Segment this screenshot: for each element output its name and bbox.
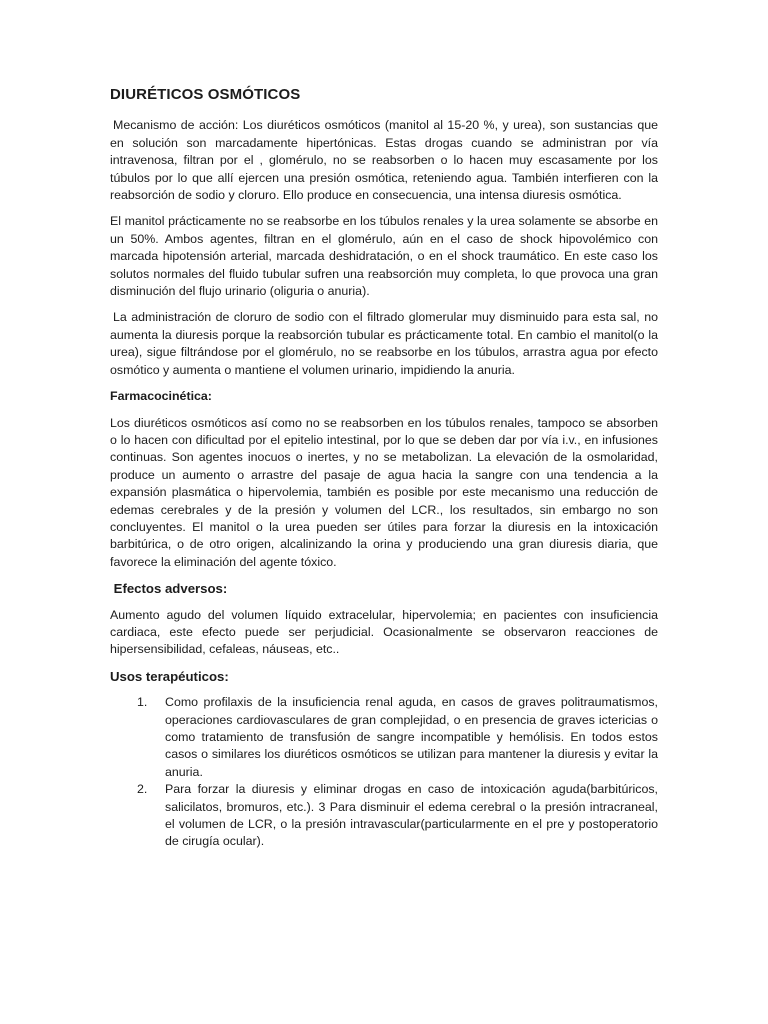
heading-usos-terapeuticos: Usos terapéuticos: <box>110 668 229 684</box>
paragraph-administracion: La administración de cloruro de sodio con el filtrado glomerular muy disminuido para esta sal, no aumenta la diuresis porque la reabsorción tubular es prácticamente total. En cambio el manitol(o la urea), sigue filtrándose por el glomérulo, no se reabsorbe en los túbulos, arrastra agua por efecto osmótico y aumenta o mantiene el volumen urinario, impidiendo la anuria. <box>110 310 658 377</box>
heading-farmacocinetica: Farmacocinética: <box>110 389 212 404</box>
document-title: DIURÉTICOS OSMÓTICOS <box>110 86 301 103</box>
list-item <box>110 781 658 851</box>
paragraph-farmacocinetica: Los diuréticos osmóticos así como no se reabsorben en los túbulos renales, tampoco se absorben o lo hacen con dificultad por el epitelio intestinal, por lo que se deben dar por vía i.v., en infusiones continuas. Son agentes inocuos o inertes, y no se metabolizan. La elevación de la osmolaridad, produce un aumento o arrastre del pasaje de agua hacia la sangre con una tendencia a la expansión plasmática o hipervolemia, también es posible por este mecanismo una reducción de edemas cerebrales y de la presión y volumen del LCR., los resultados, sin embargo no son concluyentes. El manitol o la urea pueden ser útiles para forzar la diuresis en la intoxicación barbitúrica, o de otro origen, alcalinizando la orina y produciendo una gran diuresis diaria, que favorece la eliminación del agente tóxico. <box>110 415 658 569</box>
paragraph-efectos-adversos: Aumento agudo del volumen líquido extracelular, hipervolemia; en pacientes con insuficiencia cardiaca, este efecto puede ser perjudicial. Ocasionalmente se observaron reacciones de hipersensibilidad, cefaleas, náuseas, etc.. <box>110 607 658 657</box>
list-item-text: Para forzar la diuresis y eliminar drogas en caso de intoxicación aguda(barbitúricos, salicilatos, bromuros, etc.). 3 Para disminuir el edema cerebral o la presión intracraneal, el volumen de LCR, o la presión intravascular(particularmente en el pre y postoperatorio de cirugía ocular). <box>165 782 658 849</box>
list-item <box>110 694 658 781</box>
list-item-number: 2. <box>137 782 148 797</box>
list-item-number: 1. <box>137 695 148 710</box>
list-item-text: Como profilaxis de la insuficiencia renal aguda, en casos de graves politraumatismos, operaciones cardiovasculares de gran complejidad, o en presencia de graves ictericias o como tratamiento de transfusión de sangre incompatible y hemólisis. En todos estos casos o similares los diuréticos osmóticos se utilizan para mantener la diuresis y evitar la anuria. <box>165 695 658 779</box>
heading-efectos-adversos: Efectos adversos: <box>110 581 228 597</box>
paragraph-mecanismo: Mecanismo de acción: Los diuréticos osmóticos (manitol al 15-20 %, y urea), son sustancias que en solución son marcadamente hipertónicas. Estas drogas cuando se administran por vía intravenosa, filtran por el , glomérulo, no se reabsorben o lo hacen muy escasamente por los túbulos por lo que allí ejercen una presión osmótica, reteniendo agua. También interfieren con la reabsorción de sodio y cloruro. Ello produce en consecuencia, una intensa diuresis osmótica. <box>110 118 658 203</box>
usos-list <box>110 694 658 851</box>
paragraph-manitol: El manitol prácticamente no se reabsorbe en los túbulos renales y la urea solamente se absorbe en un 50%. Ambos agentes, filtran en el glomérulo, aún en el caso de shock hipovolémico con marcada hipotensión arterial, marcada deshidratación, o en el shock traumático. En este caso los solutos normales del fluido tubular sufren una reabsorción muy completa, lo que provoca una gran disminución del flujo urinario (oliguria o anuria). <box>110 214 658 299</box>
document-page <box>110 86 658 851</box>
